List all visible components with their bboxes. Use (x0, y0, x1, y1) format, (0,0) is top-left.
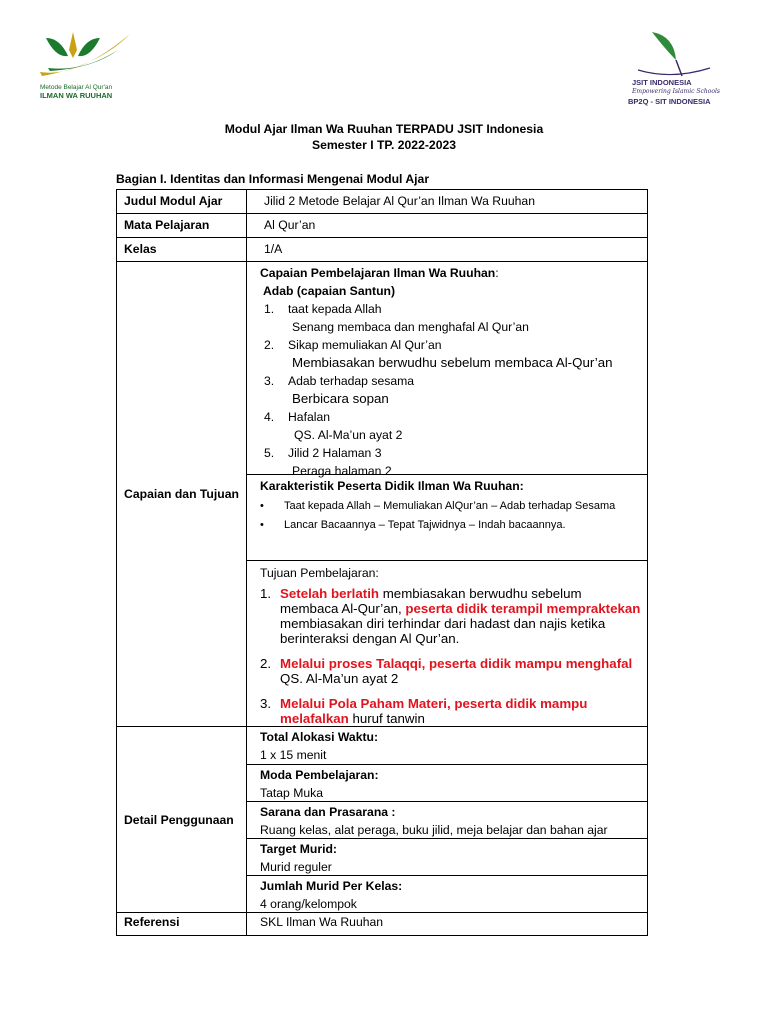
cp-num: 1. (264, 302, 275, 316)
row-capaian (117, 262, 648, 727)
capaian-pembelajaran (247, 262, 647, 478)
detail-title: Target Murid: (260, 842, 337, 856)
cp-item-detail: QS. Al-Ma’un ayat 2 (294, 428, 403, 442)
cp-item-detail: Berbicara sopan (292, 391, 389, 406)
tujuan-text: QS. Al-Ma’un ayat 2 (280, 671, 399, 686)
capaian-content (247, 262, 648, 727)
detail-target (247, 838, 647, 875)
cp-num: 4. (264, 410, 275, 424)
tujuan-item-3 (260, 696, 641, 726)
cp-title: Capaian Pembelajaran Ilman Wa Ruuhan (260, 266, 496, 280)
document-semester: Semester I TP. 2022-2023 (311, 138, 457, 152)
tujuan-highlight: Melalui Pola Paham Materi, peserta didik mampu melafalkan (280, 696, 588, 726)
quill-feather-icon (622, 30, 722, 80)
detail-value: 4 orang/kelompok (260, 897, 357, 911)
karakteristik-list (260, 497, 641, 535)
document-title: Modul Ajar Ilman Wa Ruuhan TERPADU JSIT Indonesia (224, 122, 544, 136)
karakteristik-item: • Taat kepada Allah – Memuliakan AlQur’an – Adab terhadap Sesama (260, 497, 641, 516)
logo-right-line3: BP2Q - SIT INDONESIA (628, 97, 711, 106)
label-referensi: Referensi (117, 913, 247, 936)
detail-value: Tatap Muka (260, 786, 324, 800)
tujuan-num: 2. (260, 656, 272, 671)
module-identity-table (116, 189, 648, 936)
leaf-pen-icon (38, 28, 133, 84)
tujuan-highlight: peserta didik terampil mempraktekan (405, 601, 641, 616)
cp-num: 2. (264, 338, 275, 352)
row-referensi (117, 913, 648, 936)
logo-left-line1: Metode Belajar Al Qur'an (40, 84, 113, 91)
value-judul: Jilid 2 Metode Belajar Al Qur’an Ilman Wa Ruuhan (247, 190, 648, 214)
value-referensi: SKL Ilman Wa Ruuhan (247, 913, 648, 936)
label-mapel: Mata Pelajaran (117, 214, 247, 238)
karakteristik-section (247, 474, 647, 560)
tujuan-num: 1. (260, 586, 272, 601)
row-kelas (117, 238, 648, 262)
cp-item-4 (260, 408, 641, 426)
detail-title: Moda Pembelajaran: (260, 768, 379, 782)
logo-left-line2: ILMAN WA RUUHAN (40, 91, 113, 100)
cp-colon: : (495, 266, 499, 280)
tujuan-text: membiasakan diri terhindar dari hadast dan najis ketika berinteraksi dengan Al Qur’an. (280, 616, 606, 646)
detail-title: Sarana dan Prasarana : (260, 805, 396, 819)
logo-right-line2: Empowering Islamic Schools (632, 88, 720, 95)
value-mapel: Al Qur’an (247, 214, 648, 238)
jsit-logo (622, 30, 722, 110)
cp-item-3 (260, 372, 641, 390)
cp-item-detail: Membiasakan berwudhu sebelum membaca Al-Qur’an (292, 355, 613, 370)
karakteristik-title: Karakteristik Peserta Didik Ilman Wa Ruuhan: (260, 479, 524, 493)
row-judul (117, 190, 648, 214)
cp-num: 3. (264, 374, 275, 388)
tujuan-list (260, 586, 641, 726)
label-judul: Judul Modul Ajar (117, 190, 247, 214)
detail-jumlah (247, 875, 647, 912)
cp-item-1 (260, 300, 641, 318)
tujuan-text: membiasakan berwudhu sebelum membaca Al-Qur’an, (280, 586, 582, 616)
section-title: Bagian I. Identitas dan Informasi Mengenai Modul Ajar (116, 172, 430, 186)
row-detail (117, 727, 648, 913)
detail-alokasi (247, 727, 647, 764)
cp-item-title: taat kepada Allah (288, 302, 382, 316)
detail-value: 1 x 15 menit (260, 748, 327, 762)
detail-value: Ruang kelas, alat peraga, buku jilid, meja belajar dan bahan ajar (260, 823, 608, 837)
cp-item-title: Sikap memuliakan Al Qur’an (288, 338, 442, 352)
tujuan-item-2 (260, 656, 641, 686)
tujuan-highlight: Melalui proses Talaqqi, peserta didik mampu menghafal (280, 656, 633, 671)
detail-title: Total Alokasi Waktu: (260, 730, 379, 744)
tujuan-section (247, 560, 647, 726)
detail-content (247, 727, 648, 913)
label-detail: Detail Penggunaan (117, 727, 247, 913)
cp-item-title: Jilid 2 Halaman 3 (288, 446, 382, 460)
cp-item-2 (260, 336, 641, 354)
cp-item-5 (260, 444, 641, 462)
cp-item-title: Hafalan (288, 410, 331, 424)
tujuan-highlight: Setelah berlatih (280, 586, 380, 601)
label-kelas: Kelas (117, 238, 247, 262)
tujuan-item-1 (260, 586, 641, 646)
tujuan-title: Tujuan Pembelajaran: (260, 566, 379, 580)
tujuan-num: 3. (260, 696, 272, 711)
detail-title: Jumlah Murid Per Kelas: (260, 879, 403, 893)
karakteristik-item: • Lancar Bacaannya – Tepat Tajwidnya – Indah bacaannya. (260, 516, 641, 535)
detail-sarana (247, 801, 647, 838)
label-capaian: Capaian dan Tujuan (117, 262, 247, 727)
cp-num: 5. (264, 446, 275, 460)
ilman-wa-ruuhan-logo (38, 28, 133, 110)
value-kelas: 1/A (247, 238, 648, 262)
detail-moda (247, 764, 647, 801)
cp-item-title: Adab terhadap sesama (288, 374, 415, 388)
adab-title: Adab (capaian Santun) (263, 284, 396, 298)
cp-item-detail: Peraga halaman 2 (292, 464, 392, 478)
cp-item-detail: Senang membaca dan menghafal Al Qur’an (292, 320, 529, 334)
logo-right-line1: JSIT INDONESIA (632, 78, 692, 87)
detail-value: Murid reguler (260, 860, 332, 874)
tujuan-text: huruf tanwin (348, 711, 425, 726)
row-mapel (117, 214, 648, 238)
